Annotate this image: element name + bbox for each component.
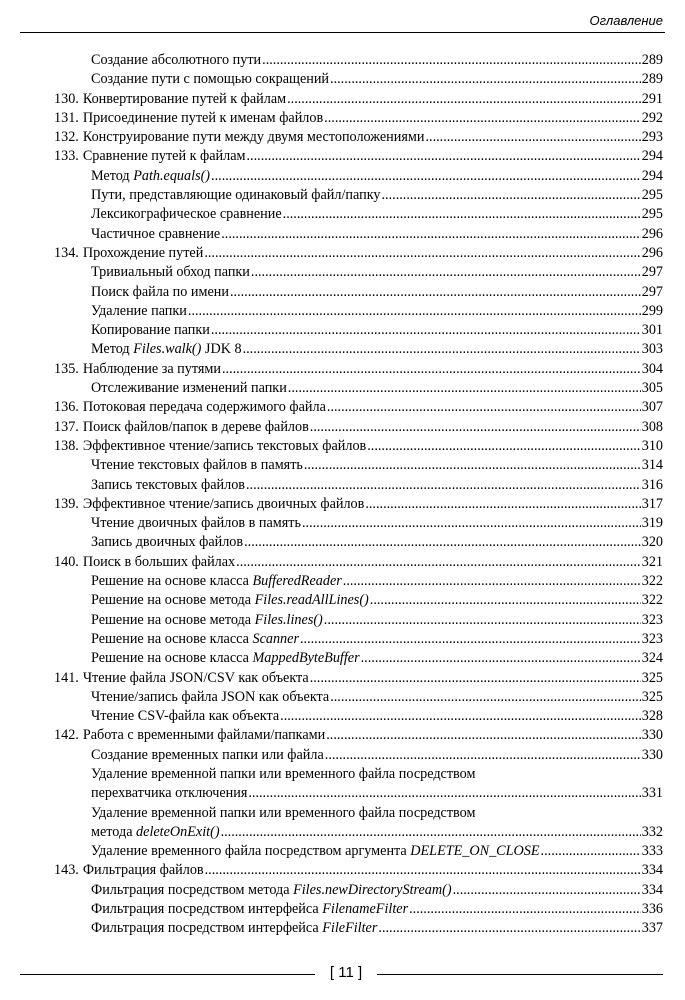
toc-entry-page: 320 <box>641 534 663 551</box>
toc-entry-number: 138. <box>54 437 79 454</box>
toc-dot-leader <box>280 707 641 726</box>
toc-entry-lead-line <box>54 765 663 784</box>
toc-dot-leader <box>246 476 641 495</box>
toc-entry-page: 330 <box>641 746 663 763</box>
toc-dot-leader <box>204 244 640 263</box>
toc-entry[interactable] <box>54 861 663 880</box>
toc-entry-title <box>83 553 235 572</box>
toc-entry[interactable] <box>54 263 663 282</box>
toc-dot-leader <box>310 669 641 688</box>
toc-entry-text: перехватчика отключения <box>91 785 248 802</box>
toc-dot-leader <box>283 205 641 224</box>
toc-entry-text: Сравнение путей к файлам <box>82 148 246 165</box>
toc-entry-title: Удаление временной папки или временного файла посредством <box>91 804 476 821</box>
toc-entry[interactable] <box>54 90 663 109</box>
toc-entry-title <box>91 51 261 70</box>
toc-entry-text: метода <box>91 823 137 840</box>
toc-dot-leader <box>343 572 641 591</box>
toc-entry-text: Прохождение путей <box>82 244 204 261</box>
toc-entry-text: Конструирование пути между двумя местоположениями <box>82 129 425 146</box>
toc-entry-text: Лексикографическое сравнение <box>91 206 282 223</box>
toc-entry[interactable] <box>54 70 663 89</box>
toc-entry-title <box>91 283 229 302</box>
toc-entry-number: 134. <box>54 244 79 261</box>
toc-entry-title <box>83 418 309 437</box>
toc-dot-leader <box>541 842 641 861</box>
toc-entry-page: 328 <box>641 708 663 725</box>
toc-entry-text: Решение на основе метода <box>91 592 255 609</box>
toc-entry-text: Чтение файла JSON/CSV как объекта <box>82 669 309 686</box>
toc-entry-text: Запись двоичных файлов <box>91 534 244 551</box>
toc-entry-title <box>91 707 279 726</box>
toc-entry-code-name: Files.newDirectoryStream() <box>293 881 452 898</box>
toc-entry-title <box>91 225 220 244</box>
toc-entry-text: Метод <box>91 167 134 184</box>
toc-entry-text: Удаление временного файла посредством аргумента <box>91 843 411 860</box>
toc-entry-page: 332 <box>641 823 663 840</box>
toc-entry[interactable] <box>54 109 663 128</box>
toc-entry-title <box>91 476 245 495</box>
toc-entry-page: 296 <box>641 244 663 261</box>
toc-entry[interactable] <box>54 321 663 340</box>
toc-entry-title <box>91 379 287 398</box>
toc-entry-title <box>91 186 381 205</box>
toc-entry[interactable] <box>54 51 663 70</box>
toc-entry-text: Поиск файлов/папок в дереве файлов <box>82 418 309 435</box>
toc-entry-number: 139. <box>54 495 79 512</box>
toc-entry-number: 133. <box>54 148 79 165</box>
toc-entry-text: Фильтрация файлов <box>82 862 204 879</box>
toc-dot-leader <box>205 861 641 880</box>
toc-entry[interactable] <box>54 842 663 861</box>
toc-entry-code-name: BufferedReader <box>252 573 342 590</box>
toc-entry-number: 143. <box>54 862 79 879</box>
toc-entry-text: Фильтрация посредством интерфейса <box>91 901 323 918</box>
toc-entry-code-name: Scanner <box>252 630 299 647</box>
toc-entry-text: Чтение/запись файла JSON как объекта <box>91 688 330 705</box>
toc-entry-page: 293 <box>641 129 663 146</box>
toc-entry-code-name: FileFilter <box>322 920 378 937</box>
toc-entry-page: 316 <box>641 476 663 493</box>
toc-dot-leader <box>326 726 641 745</box>
toc-entry-text: Решение на основе класса <box>91 573 253 590</box>
toc-dot-leader <box>324 109 641 128</box>
toc-dot-leader <box>330 688 641 707</box>
toc-entry-number: 142. <box>54 727 79 744</box>
toc-entry-title <box>91 302 187 321</box>
toc-entry-text: Конвертирование путей к файлам <box>82 90 287 107</box>
toc-entry[interactable] <box>54 167 663 186</box>
toc-entry-page: 294 <box>641 167 663 184</box>
running-header: Оглавление <box>589 13 663 28</box>
toc-dot-leader <box>302 514 641 533</box>
toc-dot-leader <box>378 919 640 938</box>
toc-entry[interactable] <box>54 572 663 591</box>
toc-dot-leader <box>262 51 641 70</box>
toc-entry-text: Частичное сравнение <box>91 225 221 242</box>
toc-entry-text: Решение на основе класса <box>91 650 253 667</box>
toc-entry[interactable] <box>54 591 663 610</box>
toc-entry-title <box>91 321 210 340</box>
toc-entry[interactable] <box>54 128 663 147</box>
toc-entry-page: 317 <box>641 495 663 512</box>
toc-entry-page: 303 <box>641 341 663 358</box>
toc-entry[interactable] <box>54 611 663 630</box>
toc-dot-leader <box>324 611 641 630</box>
toc-entry-number: 140. <box>54 553 79 570</box>
toc-entry-title <box>91 340 242 359</box>
toc-dot-leader <box>382 186 641 205</box>
toc-entry-page: 324 <box>641 650 663 667</box>
toc-entry-lead-line <box>54 804 663 823</box>
toc-entry-title <box>91 572 342 591</box>
toc-entry-title <box>91 919 377 938</box>
toc-entry-page: 323 <box>641 630 663 647</box>
toc-entry-title <box>91 649 360 668</box>
toc-entry-text: Присоединение путей к именам файлов <box>82 109 324 126</box>
toc-entry[interactable] <box>54 688 663 707</box>
toc-entry-number: 135. <box>54 360 79 377</box>
toc-dot-leader <box>325 746 641 765</box>
toc-entry-title <box>83 437 366 456</box>
toc-entry-page: 323 <box>641 611 663 628</box>
toc-entry[interactable] <box>54 244 663 263</box>
toc-entry[interactable] <box>54 514 663 533</box>
toc-dot-leader <box>247 147 641 166</box>
toc-entry[interactable] <box>54 900 663 919</box>
toc-dot-leader <box>327 398 641 417</box>
toc-entry-title <box>91 746 324 765</box>
toc-entry-title <box>91 900 408 919</box>
toc-entry-page: 319 <box>641 515 663 532</box>
toc-dot-leader <box>211 167 641 186</box>
toc-entry-title <box>91 881 452 900</box>
toc-entry-code-name: Files.lines() <box>254 611 323 628</box>
toc-dot-leader <box>310 418 641 437</box>
footer-rule-right <box>377 974 663 975</box>
toc-dot-leader <box>370 591 641 610</box>
toc-entry-page: 299 <box>641 302 663 319</box>
toc-dot-leader <box>244 533 641 552</box>
toc-entry-title <box>83 90 286 109</box>
toc-dot-leader <box>221 823 641 842</box>
page-number: [ 11 ] <box>329 964 363 981</box>
toc-entry[interactable] <box>54 147 663 166</box>
toc-entry-page: 333 <box>641 843 663 860</box>
toc-entry-text: Поиск в больших файлах <box>82 553 236 570</box>
toc-entry-title <box>83 398 326 417</box>
toc-dot-leader <box>365 495 640 514</box>
toc-entry-text: Копирование папки <box>91 322 210 339</box>
toc-entry-text: Фильтрация посредством метода <box>91 881 294 898</box>
toc-entry-title <box>91 533 243 552</box>
footer-rule-left <box>20 974 315 975</box>
toc-entry-text: Запись текстовых файлов <box>91 476 245 493</box>
header-rule <box>20 32 665 33</box>
toc-entry-title <box>91 630 299 649</box>
toc-entry-text: Решение на основе метода <box>91 611 255 628</box>
toc-entry-page: 322 <box>641 592 663 609</box>
toc-entry-page: 304 <box>641 360 663 377</box>
toc-entry-title <box>91 611 323 630</box>
toc-entry[interactable] <box>54 784 663 803</box>
toc-dot-leader <box>251 263 641 282</box>
toc-dot-leader <box>230 283 641 302</box>
toc-entry-title <box>83 861 204 880</box>
toc-entry-text: Чтение двоичных файлов в память <box>91 515 301 532</box>
toc-dot-leader <box>288 379 641 398</box>
toc-dot-leader <box>409 900 641 919</box>
toc-entry-text: Эффективное чтение/запись двоичных файлов <box>82 495 365 512</box>
toc-entry-page: 295 <box>641 187 663 204</box>
toc-entry[interactable] <box>54 205 663 224</box>
toc-entry[interactable] <box>54 495 663 514</box>
toc-entry-page: 325 <box>641 669 663 686</box>
toc-entry-page: 314 <box>641 457 663 474</box>
toc-entry-code-name: DELETE_ON_CLOSE <box>410 843 540 860</box>
toc-entry-text: Удаление папки <box>91 302 187 319</box>
toc-entry-number: 131. <box>54 109 79 126</box>
toc-dot-leader <box>453 881 641 900</box>
toc-entry-text: Работа с временными файлами/папками <box>82 727 326 744</box>
toc-dot-leader <box>367 437 640 456</box>
toc-dot-leader <box>236 553 641 572</box>
toc-entry[interactable] <box>54 283 663 302</box>
toc-entry-text: Создание временных папки или файла <box>91 746 324 763</box>
toc-dot-leader <box>222 360 641 379</box>
toc-entry[interactable] <box>54 881 663 900</box>
toc-entry[interactable] <box>54 437 663 456</box>
toc-entry[interactable] <box>54 340 663 359</box>
toc-entry[interactable] <box>54 456 663 475</box>
toc-entry[interactable] <box>54 302 663 321</box>
toc-entry[interactable] <box>54 726 663 745</box>
toc-entry-code-name: Files.readAllLines() <box>254 592 369 609</box>
toc-dot-leader <box>361 649 641 668</box>
toc-entry[interactable] <box>54 630 663 649</box>
toc-entry[interactable] <box>54 225 663 244</box>
toc-entry-page: 291 <box>641 90 663 107</box>
toc-entry-text: Пути, представляющие одинаковый файл/папку <box>91 187 381 204</box>
toc-entry-text: Создание абсолютного пути <box>91 52 262 68</box>
toc-entry-text: Фильтрация посредством интерфейса <box>91 920 323 937</box>
toc-entry-text: Наблюдение за путями <box>82 360 221 377</box>
toc-dot-leader <box>287 90 641 109</box>
toc-dot-leader <box>330 70 641 89</box>
toc-entry-page: 295 <box>641 206 663 223</box>
toc-dot-leader <box>300 630 641 649</box>
toc-entry-title <box>91 205 282 224</box>
toc-entry[interactable] <box>54 360 663 379</box>
toc-entry[interactable] <box>54 649 663 668</box>
toc-entry-text: Тривиальный обход папки <box>91 264 250 281</box>
toc-entry-text: Отслеживание изменений папки <box>91 380 287 397</box>
toc-entry-title <box>91 70 329 89</box>
toc-dot-leader <box>243 340 641 359</box>
toc-entry-title <box>83 109 323 128</box>
toc-entry-text: Эффективное чтение/запись текстовых файлов <box>82 437 367 454</box>
toc-entry-title <box>91 784 247 803</box>
toc-entry-page: 321 <box>641 553 663 570</box>
toc-entry-title <box>91 591 369 610</box>
toc-entry[interactable] <box>54 379 663 398</box>
toc-entry-page: 297 <box>641 264 663 281</box>
toc-entry-number: 141. <box>54 669 79 686</box>
toc-entry-text: Потоковая передача содержимого файла <box>82 399 326 416</box>
toc-entry-title <box>83 244 204 263</box>
toc-entry-page: 292 <box>641 109 663 126</box>
toc-entry-page: 296 <box>641 225 663 242</box>
toc-dot-leader <box>304 456 641 475</box>
toc-entry[interactable] <box>54 398 663 417</box>
toc-entry-page: 336 <box>641 901 663 918</box>
toc-entry-page: 289 <box>641 71 663 88</box>
toc-entry[interactable] <box>54 823 663 842</box>
toc-dot-leader <box>188 302 641 321</box>
toc-entry[interactable] <box>54 186 663 205</box>
toc-entry-page: 331 <box>641 785 663 802</box>
toc-entry-page: 334 <box>641 862 663 879</box>
toc-entry-title <box>91 823 220 842</box>
toc-entry-text: Метод <box>91 341 134 358</box>
toc-entry-text: Чтение CSV-файла как объекта <box>91 708 280 725</box>
toc-entry-page: 334 <box>641 881 663 898</box>
toc-entry-page: 322 <box>641 573 663 590</box>
toc-entry-title <box>83 128 425 147</box>
toc-entry-page: 297 <box>641 283 663 300</box>
toc-entry-page: 289 <box>641 52 663 68</box>
toc-entry-code-name: MappedByteBuffer <box>252 650 360 667</box>
table-of-contents <box>54 51 663 939</box>
toc-entry[interactable] <box>54 707 663 726</box>
toc-entry-title <box>83 360 221 379</box>
toc-entry[interactable] <box>54 919 663 938</box>
toc-entry-code-name: deleteOnExit() <box>136 823 220 840</box>
toc-entry-page: 307 <box>641 399 663 416</box>
toc-entry[interactable] <box>54 669 663 688</box>
toc-entry-code-name: Path.equals() <box>133 167 211 184</box>
toc-entry-title <box>91 514 301 533</box>
toc-dot-leader <box>221 225 641 244</box>
toc-entry-text: Поиск файла по имени <box>91 283 229 300</box>
toc-entry-text: JDK 8 <box>201 341 242 358</box>
toc-entry-title <box>91 167 210 186</box>
toc-entry-title <box>91 456 303 475</box>
toc-entry[interactable] <box>54 553 663 572</box>
toc-entry-page: 301 <box>641 322 663 339</box>
toc-entry-text: Создание пути с помощью сокращений <box>91 71 330 88</box>
toc-entry-number: 130. <box>54 90 79 107</box>
toc-entry-page: 310 <box>641 437 663 454</box>
toc-entry-title <box>83 147 246 166</box>
toc-entry-page: 305 <box>641 380 663 397</box>
toc-entry-title <box>91 263 250 282</box>
toc-entry[interactable] <box>54 418 663 437</box>
toc-entry-title: Удаление временной папки или временного файла посредством <box>91 765 476 782</box>
toc-entry-title <box>91 688 329 707</box>
toc-entry-title <box>83 726 325 745</box>
toc-entry-page: 294 <box>641 148 663 165</box>
toc-entry[interactable] <box>54 476 663 495</box>
toc-entry-text: Чтение текстовых файлов в память <box>91 457 303 474</box>
toc-entry-number: 137. <box>54 418 79 435</box>
toc-entry-page: 337 <box>641 920 663 937</box>
toc-entry-title <box>83 669 309 688</box>
toc-entry-title <box>83 495 365 514</box>
toc-dot-leader <box>425 128 640 147</box>
toc-entry-code-name: Files.walk() <box>133 341 202 358</box>
toc-dot-leader <box>211 321 641 340</box>
toc-entry[interactable] <box>54 533 663 552</box>
toc-entry-page: 325 <box>641 688 663 705</box>
toc-entry-text: Решение на основе класса <box>91 630 253 647</box>
toc-entry-page: 330 <box>641 727 663 744</box>
toc-entry[interactable] <box>54 746 663 765</box>
toc-entry-code-name: FilenameFilter <box>322 901 409 918</box>
toc-entry-number: 136. <box>54 399 79 416</box>
toc-entry-title <box>91 842 540 861</box>
toc-dot-leader <box>248 784 640 803</box>
toc-entry-number: 132. <box>54 129 79 146</box>
toc-entry-page: 308 <box>641 418 663 435</box>
